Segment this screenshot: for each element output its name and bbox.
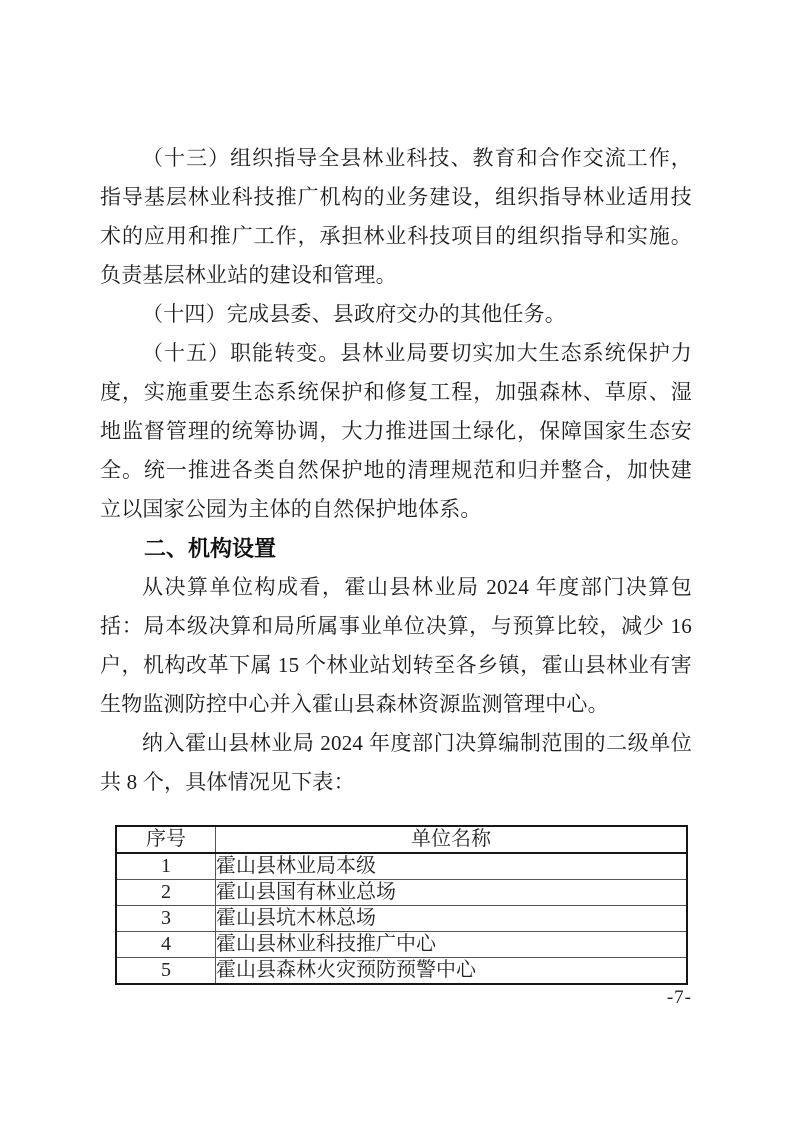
table-row <box>116 880 687 906</box>
paragraph-budget-units-composition: 从决算单位构成看，霍山县林业局 2024 年度部门决算包括：局本级决算和局所属事业单位决算，与预算比较，减少 16 户，机构改革下属 15 个林业站划转至各乡镇，霍山县林业有害生物监测防控中心并入霍山县森林资源监测管理中心。 <box>100 575 692 716</box>
units-table-body <box>116 853 687 984</box>
page-number: -7- <box>666 987 692 1008</box>
table-row <box>116 958 687 985</box>
units-table-header <box>116 826 687 853</box>
paragraph-units-count-intro: 纳入霍山县林业局 2024 年度部门决算编制范围的二级单位共 8 个，具体情况见下表： <box>100 731 692 794</box>
paragraph-item-14: （十四）完成县委、县政府交办的其他任务。 <box>142 302 566 326</box>
table-row <box>116 932 687 958</box>
table-cell-index: 2 <box>116 880 216 906</box>
table-header-row <box>116 826 687 853</box>
table-header-unit-name: 单位名称 <box>216 826 688 853</box>
table-cell-index: 3 <box>116 906 216 932</box>
table-cell-unit-name: 霍山县林业局本级 <box>216 853 688 880</box>
paragraph-item-15: （十五）职能转变。县林业局要切实加大生态系统保护力度，实施重要生态系统保护和修复工程，加强森林、草原、湿地监督管理的统筹协调，大力推进国土绿化，保障国家生态安全。统一推进各类自然保护地的清理规范和归并整合，加快建立以国家公园为主体的自然保护地体系。 <box>100 341 692 521</box>
table-cell-unit-name: 霍山县林业科技推广中心 <box>216 932 688 958</box>
table-row <box>116 906 687 932</box>
table-cell-unit-name: 霍山县坑木林总场 <box>216 906 688 932</box>
units-table <box>115 825 688 985</box>
table-row <box>116 853 687 880</box>
table-header-index: 序号 <box>116 826 216 853</box>
table-cell-unit-name: 霍山县国有林业总场 <box>216 880 688 906</box>
table-cell-index: 4 <box>116 932 216 958</box>
table-cell-index: 1 <box>116 853 216 880</box>
document-content <box>100 139 692 985</box>
table-cell-unit-name: 霍山县森林火灾预防预警中心 <box>216 958 688 985</box>
section-heading-organization-setup: 二、机构设置 <box>144 536 277 561</box>
table-cell-index: 5 <box>116 958 216 985</box>
paragraph-item-13: （十三）组织指导全县林业科技、教育和合作交流工作，指导基层林业科技推广机构的业务建设，组织指导林业适用技术的应用和推广工作，承担林业科技项目的组织指导和实施。负责基层林业站的建设和管理。 <box>100 146 692 287</box>
